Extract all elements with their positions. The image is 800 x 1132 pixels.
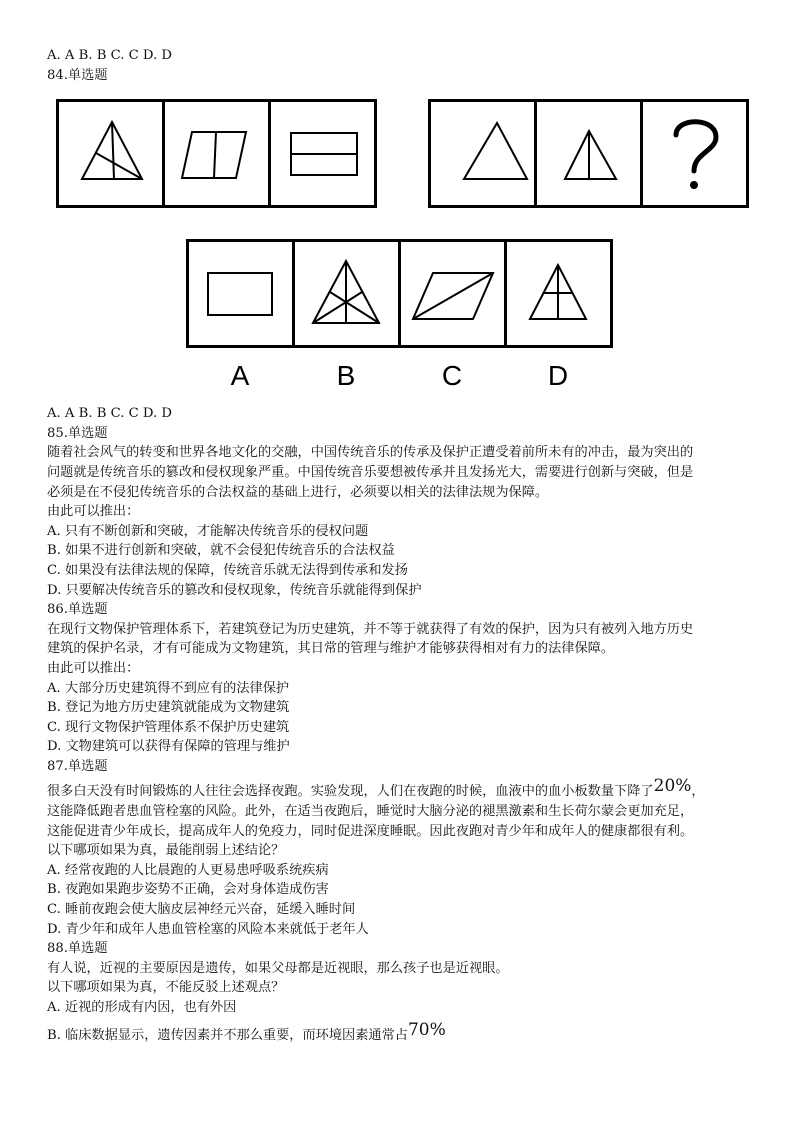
triangle-with-median-shape [565,131,616,179]
q85-choice-c[interactable]: C. 如果没有法律法规的保障，传统音乐就无法得到传承和发扬 [47,562,408,578]
q85-choice-b[interactable]: B. 如果不进行创新和突破，就不会侵犯传统音乐的合法权益 [47,543,395,559]
triangle-with-lines-shape [82,122,142,179]
q84-option-panel-a [188,241,294,347]
q83-options: A. A B. B C. C D. D [47,48,172,63]
q85-stem-line: 必须是在不侵犯传统音乐的合法权益的基础上进行，必须要以相关的法律法规为保障。 [47,484,549,500]
q84-figure-question [56,99,762,211]
q84-header: 84.单选题 [47,67,108,83]
q86-stem-line: 在现行文物保护管理体系下，若建筑登记为历史建筑，并不等于就获得了有效的保护，因为只有被列入地方历史 [47,621,694,637]
q84-panel-2 [164,101,270,207]
q84-panel-1 [58,101,164,207]
q85-choice-d[interactable]: D. 只要解决传统音乐的篡改和侵权现象，传统音乐就能得到保护 [47,582,422,598]
q85-choice-a[interactable]: A. 只有不断创新和突破，才能解决传统音乐的侵权问题 [47,523,369,539]
q87-stem-comma: ， [691,784,705,800]
option-a-rectangle-shape [208,273,272,315]
q88-percent: 70% [407,1019,446,1040]
q86-choice-c[interactable]: C. 现行文物保护管理体系不保护历史建筑 [47,719,290,735]
q86-choice-a[interactable]: A. 大部分历史建筑得不到应有的法律保护 [47,680,290,696]
q88-header: 88.单选题 [47,941,108,957]
q87-stem-text: 很多白天没有时间锻炼的人往往会选择夜跑。实验发现，人们在夜跑的时候，血液中的血小板数量下降了 [47,784,654,800]
option-d-triangle-shape [530,265,586,319]
option-label-a: A [230,360,250,392]
q86-choice-b[interactable]: B. 登记为地方历史建筑就能成为文物建筑 [47,700,290,716]
q87-header: 87.单选题 [47,758,108,774]
q85-prompt: 由此可以推出： [47,504,140,520]
q87-percent: 20% [653,776,692,797]
q84-panel-4 [430,101,536,207]
q88-stem: 有人说，近视的主要原因是遗传，如果父母都是近视眼，那么孩子也是近视眼。 [47,960,509,976]
q84-figure-options [186,239,622,399]
exam-page [47,46,767,1045]
q87-prompt: 以下哪项如果为真，最能削弱上述结论？ [47,843,285,859]
q84-option-panel-c [400,241,506,347]
q85-header: 85.单选题 [47,425,108,441]
option-label-b: B [336,360,356,392]
option-c-parallelogram-shape [413,273,493,319]
q87-choice-c[interactable]: C. 睡前夜跑会使大脑皮层神经元兴奋，延缓入睡时间 [47,902,356,918]
q86-header: 86.单选题 [47,602,108,618]
q87-choice-d[interactable]: D. 青少年和成年人患血管栓塞的风险本来就低于老年人 [47,921,369,937]
q84-panel-6 [642,101,748,207]
question-mark-icon [676,122,716,189]
q88-choice-b-text: B. 临床数据显示，遗传因素并不那么重要，而环境因素通常占 [47,1027,408,1043]
q88-choice-a[interactable]: A. 近视的形成有内因，也有外因 [47,1000,237,1015]
rectangle-with-line-shape [291,133,357,175]
q85-stem-line: 问题就是传统音乐的篡改和侵权现象严重。中国传统音乐要想被传承并且发扬光大，需要进行创新与突破，但是 [47,464,694,480]
q86-choice-d[interactable]: D. 文物建筑可以获得有保障的管理与维护 [47,739,290,755]
q87-choice-b[interactable]: B. 夜跑如果跑步姿势不正确，会对身体造成伤害 [47,882,329,898]
q85-stem-line: 随着社会风气的转变和世界各地文化的交融，中国传统音乐的传承及保护正遭受着前所未有的冲击，最为突出的 [47,445,694,461]
plain-triangle-shape [464,123,527,179]
q84-options: A. A B. B C. C D. D [47,406,172,422]
parallelogram-with-line-shape [182,132,246,178]
q88-choice-b[interactable] [47,1019,767,1046]
q87-stem-line: 这能促进青少年成长，提高成年人的免疫力，同时促进深度睡眠。因此夜跑对青少年和成年人的健康都很有利。 [47,823,694,839]
q87-stem-first-line [47,776,767,802]
option-label-d: D [547,360,569,392]
q86-prompt: 由此可以推出： [47,660,140,676]
q86-stem-line: 建筑的保护名录，才有可能成为文物建筑，其日常的管理与维护才能够获得相对有力的法律保障。 [47,641,615,657]
q87-choice-a[interactable]: A. 经常夜跑的人比晨跑的人更易患呼吸系统疾病 [47,862,329,878]
option-b-triangle-shape [313,261,379,323]
option-label-c: C [441,360,463,392]
q88-prompt: 以下哪项如果为真，不能反驳上述观点？ [47,980,285,996]
q87-stem-line: 这能降低跑者患血管栓塞的风险。此外，在适当夜跑后，睡觉时大脑分泌的褪黑激素和生长荷尔蒙会更加充足， [47,804,694,820]
